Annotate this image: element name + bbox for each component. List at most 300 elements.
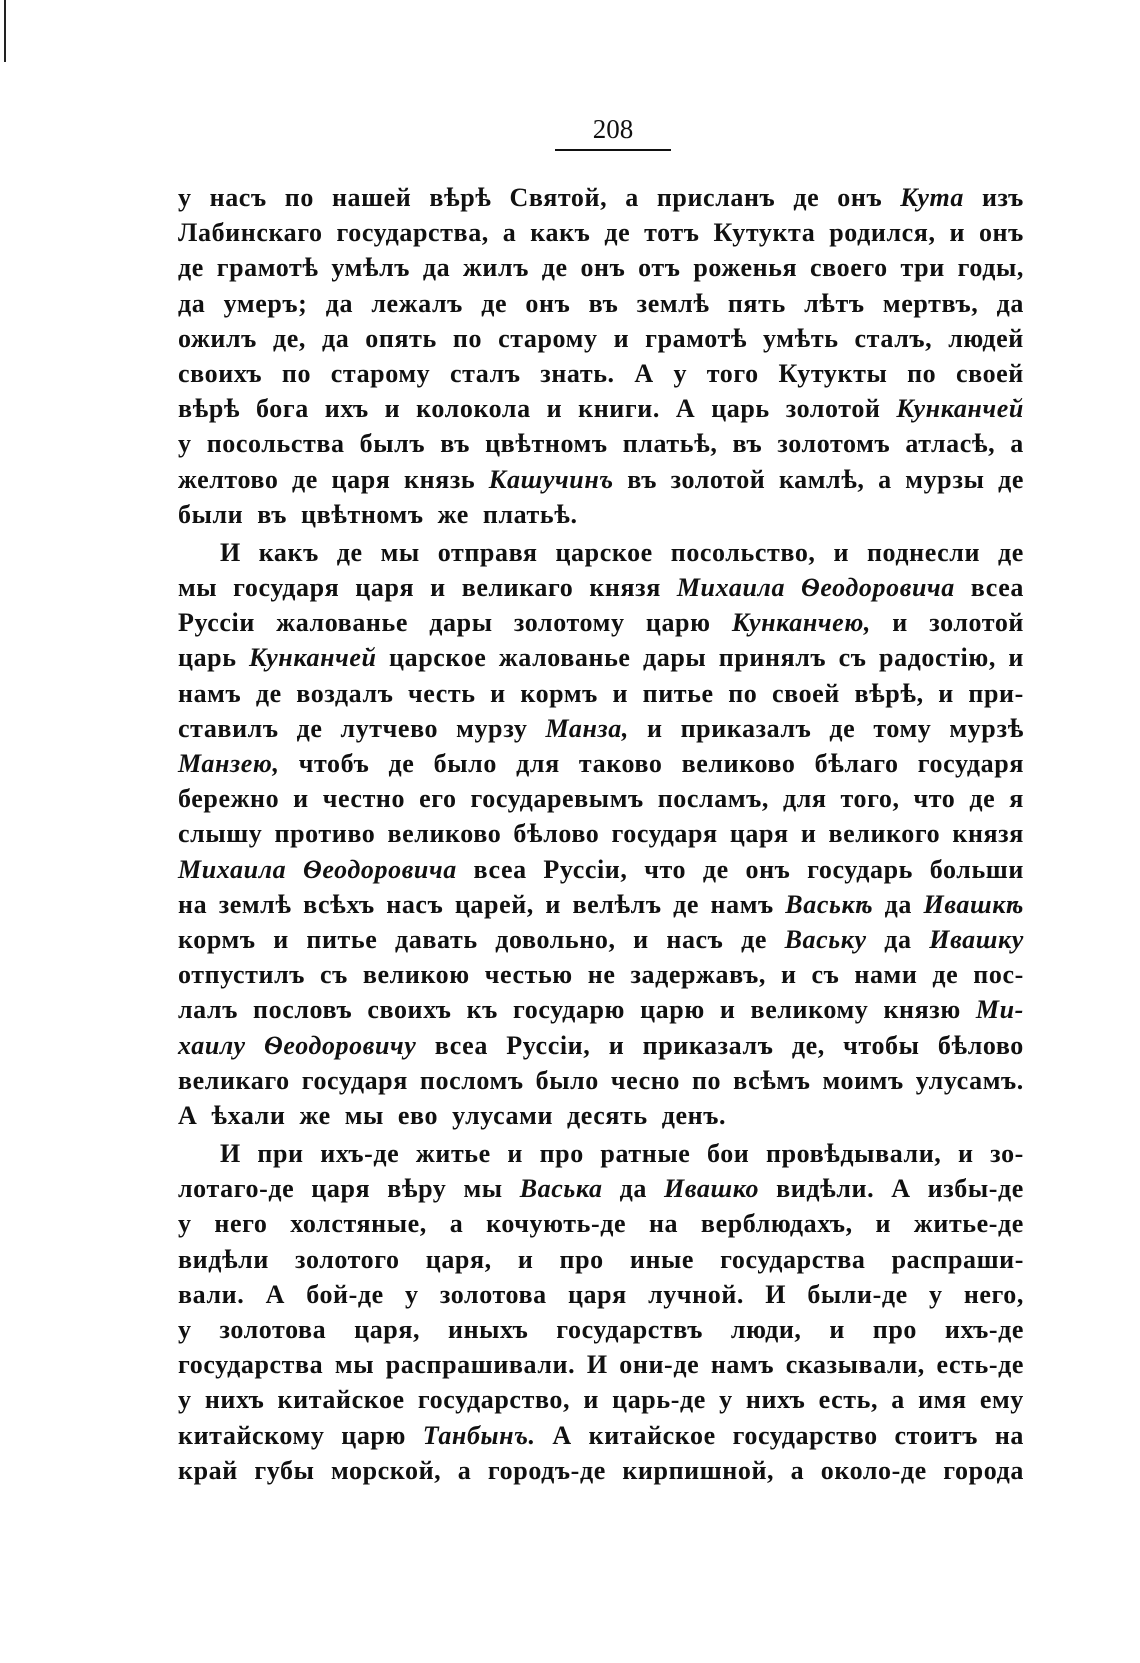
word: онъ (525, 288, 571, 318)
scan-edge-line (4, 0, 6, 62)
italic-word: Кунканчею, (731, 608, 871, 638)
word: де (741, 924, 767, 954)
word: было (433, 749, 497, 778)
word: видѣли. (776, 1174, 875, 1204)
word: родился, (829, 218, 936, 248)
text-line (178, 324, 1024, 359)
word: у (178, 429, 192, 459)
word: отправя (437, 537, 538, 567)
word: по (728, 678, 758, 708)
italic-word: Ми- (975, 995, 1024, 1025)
word: сказывали, (785, 1350, 925, 1380)
word: де, (272, 323, 306, 353)
word: А (634, 358, 654, 388)
word: царя (311, 1174, 371, 1204)
word: мы (178, 573, 218, 603)
word: старому (330, 358, 431, 388)
word: китайскому (178, 1420, 325, 1450)
text-line (178, 359, 1024, 394)
word: онъ (745, 854, 791, 884)
word: и (958, 1139, 974, 1169)
text-line (178, 465, 1024, 500)
text-line (178, 1245, 1024, 1280)
word: золотомъ (777, 429, 891, 459)
word: его (419, 784, 457, 814)
word: де (998, 464, 1024, 494)
word: пять (727, 288, 786, 318)
text-line (178, 1139, 1024, 1174)
word: де (793, 183, 820, 212)
text-line (178, 1209, 1024, 1244)
word: питье (642, 678, 714, 708)
word: кочують-де (486, 1209, 627, 1239)
word: пос- (973, 960, 1024, 990)
word: я (1009, 784, 1024, 814)
word: Руссіи, (543, 854, 628, 884)
word: всѣмъ (733, 1065, 811, 1095)
word: государь (807, 854, 914, 884)
word: государство, (417, 1385, 571, 1415)
word: намъ (710, 1350, 775, 1380)
word: и (780, 960, 797, 990)
word: приказалъ (680, 713, 812, 743)
italic-word: Кута (900, 183, 964, 212)
word: съ (320, 960, 348, 990)
word: и (430, 573, 446, 603)
word: роженья (693, 253, 798, 283)
word: царское (555, 537, 653, 567)
italic-word: Михаила (178, 854, 287, 884)
word: мы (380, 537, 420, 567)
word: да (884, 889, 913, 919)
word: житье-де (913, 1209, 1024, 1239)
word: ставилъ (178, 713, 279, 743)
word: князю (883, 995, 961, 1025)
word: они-де (619, 1350, 700, 1380)
word: въ (732, 429, 763, 459)
word: платьѣ. (482, 499, 578, 529)
word: противо (274, 819, 376, 849)
word: годы, (957, 253, 1024, 283)
word: великою (362, 960, 470, 990)
word: на (178, 889, 208, 919)
word: и (613, 323, 630, 353)
word: и (384, 394, 401, 424)
word: тому (873, 713, 932, 743)
word: царю (640, 995, 705, 1025)
word: де (388, 749, 415, 778)
word: города (943, 1455, 1024, 1485)
word: въ (588, 288, 619, 318)
word: де (292, 464, 318, 494)
word: зо- (990, 1139, 1024, 1169)
word: царь-де (612, 1385, 706, 1415)
word: сталъ (449, 358, 521, 388)
word: же (299, 1100, 331, 1130)
word: онъ (978, 218, 1024, 248)
word: намъ (178, 678, 242, 708)
word: чтобы (843, 1030, 920, 1060)
word: царя, (425, 1244, 492, 1274)
word: И (765, 1279, 787, 1309)
text-line (178, 218, 1024, 253)
word: жалованье (276, 608, 408, 638)
word: того (706, 358, 759, 388)
italic-word: Ивашку (929, 924, 1024, 954)
word: лучной. (648, 1279, 745, 1309)
word: великово (681, 749, 796, 778)
text-line (178, 714, 1024, 749)
word: грамотѣ (645, 323, 748, 353)
italic-word: Михаила (676, 573, 786, 603)
word: царей, (454, 889, 534, 919)
word: де (932, 960, 959, 990)
word: при- (968, 678, 1024, 708)
italic-word: Кунканчей (249, 643, 377, 673)
word: Святой, (509, 183, 608, 212)
word: кормъ (178, 924, 256, 954)
word: цвѣтномъ (485, 429, 608, 459)
word: вѣрѣ, (854, 678, 924, 708)
word: нихъ (204, 1385, 265, 1415)
italic-word: Ваську (784, 924, 867, 954)
word: денъ. (661, 1100, 727, 1130)
word: царя (729, 819, 789, 849)
word: лѣтъ (804, 288, 865, 318)
word: у (178, 1209, 192, 1239)
word: всеа (473, 854, 527, 884)
word: и (875, 1209, 892, 1239)
text-line (178, 573, 1024, 608)
word: и (719, 995, 736, 1025)
word: около-де (820, 1455, 927, 1485)
word: государя (301, 1065, 408, 1095)
word: умеръ; (223, 288, 308, 318)
word: ратные (600, 1139, 691, 1169)
word: а (891, 1385, 905, 1415)
word: радостію, (879, 643, 996, 673)
word: де (178, 253, 204, 283)
text-line (178, 1421, 1024, 1456)
word: не (587, 960, 616, 990)
word: колокола (416, 394, 531, 424)
word: у (178, 1385, 192, 1415)
word: всѣхъ (303, 889, 375, 919)
word: и (517, 1244, 534, 1274)
word: мы (334, 1350, 375, 1380)
word: князя (589, 573, 661, 603)
text-line (178, 1280, 1024, 1315)
word: бѣлаго (814, 749, 899, 778)
text-line (178, 819, 1024, 854)
word: царя (331, 464, 391, 494)
word: нихъ (745, 1385, 806, 1415)
word: бѣлово (937, 1030, 1024, 1060)
text-line (178, 253, 1024, 288)
word: вѣрѣ (429, 183, 492, 212)
word: есть-де (936, 1350, 1024, 1380)
text-line (178, 1066, 1024, 1101)
word: де (673, 889, 700, 919)
word: великаго (178, 1065, 290, 1095)
word: иныхъ (447, 1315, 529, 1344)
word: государство (732, 1420, 878, 1450)
word: своей (771, 678, 840, 708)
word: съ (838, 643, 867, 673)
word: жилъ (462, 253, 529, 283)
word: золотого (295, 1244, 400, 1274)
text-line (178, 995, 1024, 1030)
word: бой-де (306, 1279, 384, 1309)
word: великаго (461, 573, 574, 603)
word: царское (389, 643, 487, 673)
word: поднесли (866, 537, 981, 567)
word: своихъ (178, 358, 263, 388)
word: питье (306, 924, 378, 954)
word: мертвъ, (882, 288, 979, 318)
word: лежалъ (371, 288, 463, 318)
text-line (178, 679, 1024, 714)
word: вѣрѣ (178, 394, 241, 424)
text-line (178, 608, 1024, 643)
word: А (891, 1174, 911, 1204)
word: и (507, 1139, 523, 1169)
word: что (644, 854, 687, 884)
word: да (321, 323, 350, 353)
word: Кутукта (713, 218, 816, 248)
word: про (539, 1139, 584, 1169)
word: А (265, 1279, 285, 1309)
word: сталъ, (854, 323, 933, 353)
word: были (178, 499, 244, 529)
word: для (516, 749, 560, 778)
word: чтобъ (298, 749, 370, 778)
word: по (452, 323, 483, 353)
word: де (336, 537, 363, 567)
text-line (178, 1101, 1024, 1136)
text-line (178, 394, 1024, 429)
word: де (829, 713, 856, 743)
word: видѣли (178, 1244, 269, 1274)
word: десять (567, 1100, 648, 1130)
word: Лабинскаго (178, 218, 323, 248)
word: край (178, 1455, 238, 1485)
word: де (541, 253, 568, 283)
word: довольно, (495, 924, 616, 954)
word: моимъ (822, 1065, 904, 1095)
word: и (608, 1030, 625, 1060)
word: съ (811, 960, 840, 990)
word: атласѣ, (905, 429, 996, 459)
italic-word: Танбынъ. (422, 1420, 536, 1450)
word: а (878, 464, 892, 494)
word: да (884, 924, 912, 954)
word: де, (791, 1030, 825, 1060)
word: а (457, 1455, 472, 1485)
word: умѣлъ (331, 253, 411, 283)
word: онъ (580, 253, 626, 283)
body-text (178, 183, 1024, 1491)
word: него (214, 1209, 268, 1239)
word: дары (429, 608, 493, 638)
word: царю (341, 1420, 406, 1450)
word: де (702, 854, 729, 884)
word: приказалъ (642, 1030, 774, 1060)
italic-word: Манзею, (178, 749, 280, 778)
italic-word: Кунканчей (896, 394, 1024, 424)
text-line (178, 1350, 1024, 1385)
word: посольства (206, 429, 345, 459)
word: люди, (730, 1315, 802, 1344)
word: есть, (818, 1385, 879, 1415)
word: государю (513, 995, 625, 1025)
text-line (178, 1031, 1024, 1066)
word: своего (809, 253, 888, 283)
word: золотой (929, 608, 1024, 638)
word: про (872, 1315, 918, 1344)
word: мурзѣ (949, 713, 1024, 743)
word: въ (257, 499, 288, 529)
word: кормъ (520, 678, 598, 708)
word: государствъ (556, 1315, 704, 1344)
text-line (178, 1315, 1024, 1350)
word: ѣхали (211, 1100, 286, 1130)
word: всеа (970, 573, 1024, 603)
word: какъ (530, 218, 591, 248)
word: для (782, 784, 827, 814)
word: ихъ-де (944, 1315, 1024, 1344)
italic-word: Ивашко (664, 1174, 760, 1204)
word: ихъ-де (320, 1139, 400, 1169)
word: у (178, 1315, 192, 1344)
word: таково (578, 749, 663, 778)
word: насъ (386, 889, 444, 919)
word: какъ (258, 537, 319, 567)
text-line (178, 538, 1024, 573)
text-line (178, 855, 1024, 890)
word: царя, (354, 1315, 421, 1344)
word: своихъ (367, 995, 452, 1025)
word: было (535, 1065, 599, 1095)
text-line (178, 643, 1024, 678)
word: посламъ, (657, 784, 769, 814)
word: присланъ (656, 183, 776, 212)
word: имя (918, 1385, 967, 1415)
word: мы (344, 1100, 384, 1130)
word: распрашивали. (385, 1350, 576, 1380)
word: опять (365, 323, 437, 353)
word: а (449, 1209, 464, 1239)
word: изъ (981, 183, 1024, 212)
word: дары (643, 643, 707, 673)
word: у (405, 1279, 419, 1309)
word: да (422, 253, 451, 283)
word: бѣлово (513, 819, 600, 849)
word: по (281, 358, 312, 388)
word: великому (750, 995, 869, 1025)
word: государства (720, 1244, 866, 1274)
word: старому (498, 323, 598, 353)
word: на (648, 1209, 679, 1239)
word: посольство, (670, 537, 816, 567)
word: житье (415, 1139, 491, 1169)
text-line (178, 1456, 1024, 1491)
word: по (907, 358, 937, 388)
word: къ (466, 995, 498, 1025)
word: китайское (588, 1420, 716, 1450)
word: царя (355, 573, 415, 603)
word: золотой (785, 394, 881, 424)
word: золотова (439, 1279, 547, 1309)
word: бережно (178, 784, 280, 814)
word: всеа (434, 1030, 488, 1060)
word: де (255, 678, 282, 708)
word: былъ (359, 429, 426, 459)
word: мурзы (905, 464, 985, 494)
italic-word: Манза, (545, 713, 629, 743)
word: ему (979, 1385, 1024, 1415)
word: и (490, 678, 506, 708)
word: въ (440, 429, 470, 459)
text-line (178, 925, 1024, 960)
word: царь (178, 643, 237, 673)
word: провѣдывали, (765, 1139, 942, 1169)
italic-word: Ѳеодоровича (302, 854, 457, 884)
word: книги. (578, 394, 660, 424)
word: насъ (209, 183, 267, 212)
word: де (969, 784, 996, 814)
word: нами (854, 960, 918, 990)
word: про (559, 1244, 604, 1274)
word: Руссіи (178, 608, 255, 638)
word: де (481, 288, 508, 318)
word: по (284, 183, 314, 212)
word: онъ (837, 183, 883, 212)
word: бога (256, 394, 309, 424)
word: что (913, 784, 956, 814)
word: на (994, 1420, 1024, 1450)
word: лотаго-де (178, 1174, 295, 1204)
word: у (719, 1385, 733, 1415)
word: и (583, 1385, 599, 1415)
word: и (1008, 643, 1024, 673)
word: намъ (710, 889, 774, 919)
word: А (178, 1100, 198, 1130)
word: государевымъ (470, 784, 644, 814)
word: честью (484, 960, 573, 990)
word: же (437, 499, 469, 529)
text-line (178, 1385, 1024, 1420)
word: а (625, 183, 639, 212)
word: у (178, 183, 192, 212)
word: мы (463, 1174, 503, 1204)
word: нашей (331, 183, 412, 212)
word: и (833, 537, 850, 567)
word: землѣ (218, 889, 292, 919)
word: улусамъ. (915, 1065, 1024, 1095)
italic-word: Ѳеодоровича (801, 573, 955, 603)
text-line (178, 289, 1024, 324)
word: кирпишной, (622, 1455, 775, 1485)
word: морской, (331, 1455, 442, 1485)
word: и (545, 889, 561, 919)
word: насъ (666, 924, 724, 954)
word: а (1010, 429, 1024, 459)
word: государя (917, 749, 1024, 778)
word: у (673, 358, 688, 388)
word: да (619, 1174, 647, 1204)
word: своей (955, 358, 1024, 388)
